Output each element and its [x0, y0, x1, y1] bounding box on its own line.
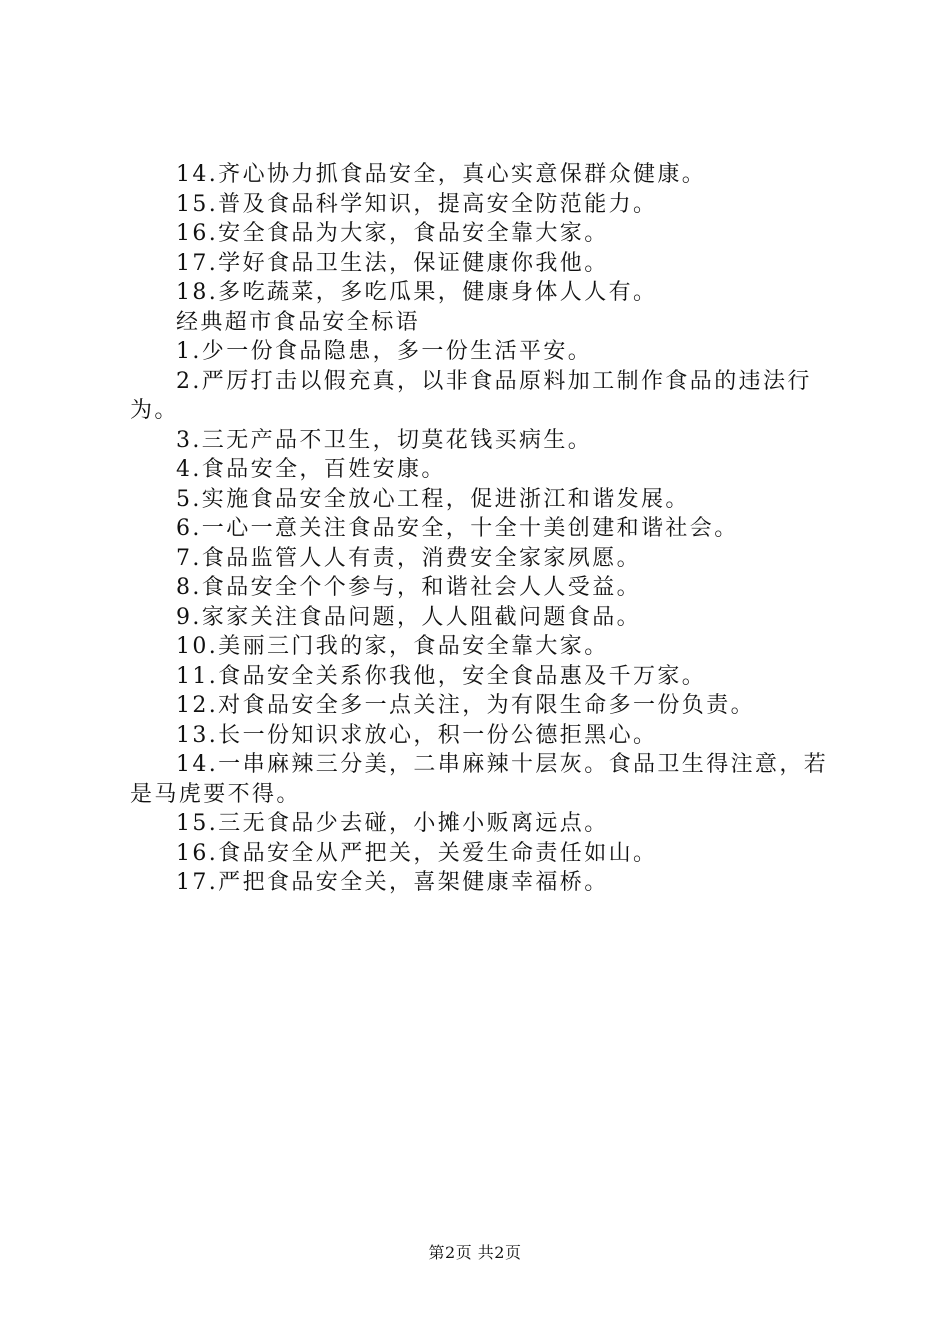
page-number-footer: 第2页 共2页 [428, 1243, 522, 1262]
paragraph-line: 14.齐心协力抓食品安全，真心实意保群众健康。 [176, 162, 707, 187]
paragraph-line: 7.食品监管人人有责，消费安全家家夙愿。 [176, 545, 641, 571]
paragraph-line: 13.长一份知识求放心，积一份公德拒黑心。 [176, 722, 658, 748]
paragraph-line: 16.食品安全从严把关，关爱生命责任如山。 [176, 840, 658, 866]
paragraph-line: 16.安全食品为大家，食品安全靠大家。 [176, 221, 609, 246]
paragraph-line: 6.一心一意关注食品安全，十全十美创建和谐社会。 [176, 516, 739, 541]
paragraph-line: 17.严把食品安全关，喜架健康幸福桥。 [176, 870, 609, 895]
paragraph-line: 17.学好食品卫生法，保证健康你我他。 [176, 250, 609, 276]
paragraph-line: 10.美丽三门我的家，食品安全靠大家。 [176, 634, 609, 659]
paragraph-line: 14.一串麻辣三分美，二串麻辣十层灰。食品卫生得注意，若是马虎要不得。 [130, 752, 829, 807]
paragraph-line: 3.三无产品不卫生，切莫花钱买病生。 [176, 427, 593, 453]
paragraph-line: 15.普及食品科学知识，提高安全防范能力。 [176, 191, 658, 217]
paragraph-line: 4.食品安全，百姓安康。 [176, 457, 446, 482]
paragraph-line: 9.家家关注食品问题，人人阻截问题食品。 [176, 604, 641, 630]
paragraph-line: 18.多吃蔬菜，多吃瓜果，健康身体人人有。 [176, 280, 658, 305]
paragraph-line: 11.食品安全关系你我他，安全食品惠及千万家。 [176, 663, 707, 689]
section-heading: 经典超市食品安全标语 [176, 309, 421, 335]
document-body [130, 160, 830, 898]
paragraph-line: 8.食品安全个个参与，和谐社会人人受益。 [176, 575, 641, 600]
paragraph-line: 12.对食品安全多一点关注，为有限生命多一份负责。 [176, 693, 755, 718]
paragraph-line: 5.实施食品安全放心工程，促进浙江和谐发展。 [176, 486, 690, 512]
paragraph-line: 2.严厉打击以假充真，以非食品原料加工制作食品的违法行为。 [130, 368, 812, 423]
paragraph-line: 15.三无食品少去碰，小摊小贩离远点。 [176, 811, 609, 836]
paragraph-line: 1.少一份食品隐患，多一份生活平安。 [176, 339, 593, 364]
